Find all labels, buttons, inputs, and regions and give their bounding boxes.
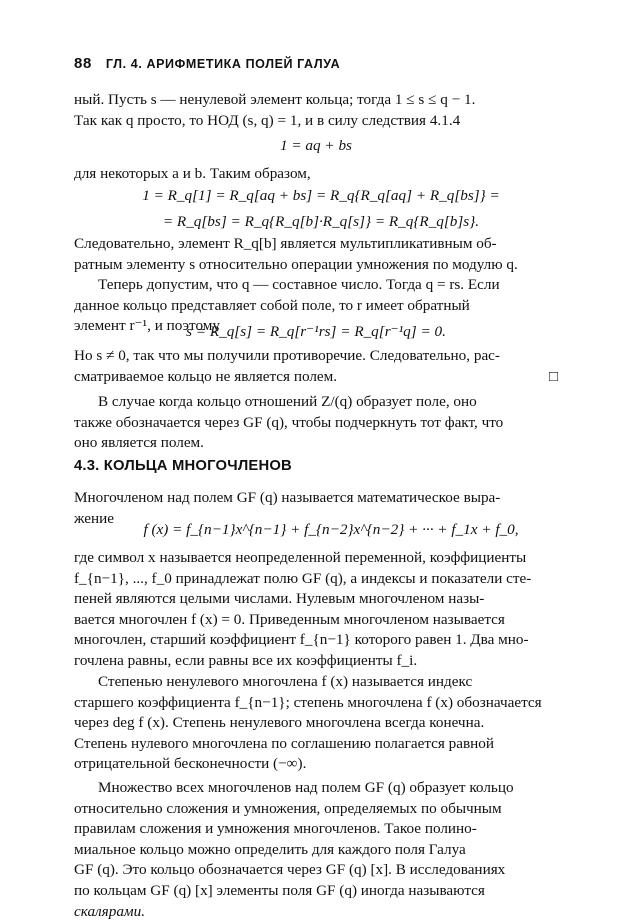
running-title: ГЛ. 4. АРИФМЕТИКА ПОЛЕЙ ГАЛУА xyxy=(105,57,341,71)
text-line xyxy=(74,367,558,388)
text-line: Многочленом над полем GF (q) называется математическое выра- xyxy=(74,489,501,506)
formula-text: s = R_q[s] = R_q[r⁻¹rs] = R_q[r⁻¹q] = 0. xyxy=(186,323,446,340)
text-line: для некоторых a и b. Таким образом, xyxy=(74,165,311,182)
text-line: ратным элементу s относительно операции умножения по модулю q. xyxy=(74,255,518,273)
text-line: также обозначается через GF (q), чтобы подчеркнуть тот факт, что xyxy=(74,413,504,431)
text-line: гочлена равны, если равны все их коэффициенты f_i. xyxy=(74,651,418,669)
formula-contradiction xyxy=(74,322,558,343)
text-line: по кольцам GF (q) [x] элементы поля GF (q) иногда называются xyxy=(74,881,485,899)
body-text xyxy=(74,392,558,454)
text-line: Но s ≠ 0, так что мы получили противоречие. Следовательно, рас- xyxy=(74,347,500,364)
text-line: отрицательной бесконечности (−∞). xyxy=(74,755,307,773)
section-heading xyxy=(74,456,292,477)
section-title: КОЛЬЦА МНОГОЧЛЕНОВ xyxy=(103,458,292,474)
text-line: вается многочлен f (x) = 0. Приведенным многочленом называется xyxy=(74,610,505,628)
text-line: Множество всех многочленов над полем GF (q) образует кольцо xyxy=(98,779,514,796)
text-line: пеней являются целыми числами. Нулевым многочленом назы- xyxy=(74,590,485,608)
body-text xyxy=(74,672,558,775)
text-line: элемент r⁻¹, и поэтому xyxy=(74,317,220,335)
formula-polynomial xyxy=(74,520,558,541)
formula-inverse-derivation xyxy=(74,186,558,232)
text-line: правилам сложения и умножения многочленов. Такое полино- xyxy=(74,820,477,838)
section-number: 4.3. xyxy=(74,458,100,474)
running-header xyxy=(74,54,554,75)
formula-line: 1 = R_q[1] = R_q[aq + bs] = R_q{R_q[aq] + R_q[bs]} = xyxy=(142,187,500,204)
text-line: Следовательно, элемент R_q[b] является мультипликативным об- xyxy=(74,235,497,252)
formula-line: = R_q[bs] = R_q{R_q[b]·R_q[s]} = R_q{R_q[b]s}. xyxy=(162,212,480,230)
formula-bezout xyxy=(74,136,558,157)
text-line: Степенью ненулевого многочлена f (x) называется индекс xyxy=(98,673,473,690)
text-line: миальное кольцо можно определить для каждого поля Галуа xyxy=(74,840,466,858)
body-text xyxy=(74,548,558,672)
page-number: 88 xyxy=(74,55,92,72)
paragraph-polynomial-terms xyxy=(74,548,558,672)
paragraph-contradiction xyxy=(74,346,558,387)
text-line: скалярами. xyxy=(74,902,146,920)
formula-text: 1 = aq + bs xyxy=(280,137,352,154)
text-line: Теперь допустим, что q — составное число. Тогда q = rs. Если xyxy=(98,276,500,294)
paragraph-intro-thus xyxy=(74,164,558,185)
text-line: многочлен, старший коэффициент f_{n−1} которого равен 1. Два мно- xyxy=(74,631,529,649)
text-line: Так как q просто, то НОД (s, q) = 1, и в силу следствия 4.1.4 xyxy=(74,111,461,129)
paragraph-proof-continuation xyxy=(74,90,558,131)
text-line: где символ x называется неопределенной переменной, коэффициенты xyxy=(74,549,527,566)
paragraph-degree-definition xyxy=(74,672,558,775)
text-line: f_{n−1}, ..., f_0 принадлежат полю GF (q), а индексы и показатели сте- xyxy=(74,569,532,587)
text-line: GF (q). Это кольцо обозначается через GF (q) [x]. В исследованиях xyxy=(74,861,506,879)
text-line: оно является полем. xyxy=(74,434,204,452)
proof-text xyxy=(74,90,558,131)
text-line: ный. Пусть s — ненулевой элемент кольца; тогда 1 ≤ s ≤ q − 1. xyxy=(74,91,476,108)
text-line: старшего коэффициента f_{n−1}; степень многочлена f (x) обозначается xyxy=(74,693,542,711)
text-line: через deg f (x). Степень ненулевого многочлена всегда конечна. xyxy=(74,714,485,732)
qed-square-icon: □ xyxy=(548,368,558,385)
proof-text xyxy=(74,346,558,387)
formula-text: f (x) = f_{n−1}x^{n−1} + f_{n−2}x^{n−2} + ··· + f_1x + f_0, xyxy=(143,521,519,538)
text-line: относительно сложения и умножения, определяемых по обычным xyxy=(74,799,502,817)
text-line: В случае когда кольцо отношений Z/(q) образует поле, оно xyxy=(98,393,477,410)
text-line: жение xyxy=(74,509,115,527)
text-line: Степень нулевого многочлена по соглашению полагается равной xyxy=(74,734,495,752)
paragraph-polynomial-ring xyxy=(74,778,558,922)
text-line-content: сматриваемое кольцо не является полем. xyxy=(74,367,338,385)
paragraph-gf-notation xyxy=(74,392,558,454)
body-text xyxy=(74,778,558,922)
text-line: данное кольцо представляет собой поле, то r имеет обратный xyxy=(74,296,470,314)
